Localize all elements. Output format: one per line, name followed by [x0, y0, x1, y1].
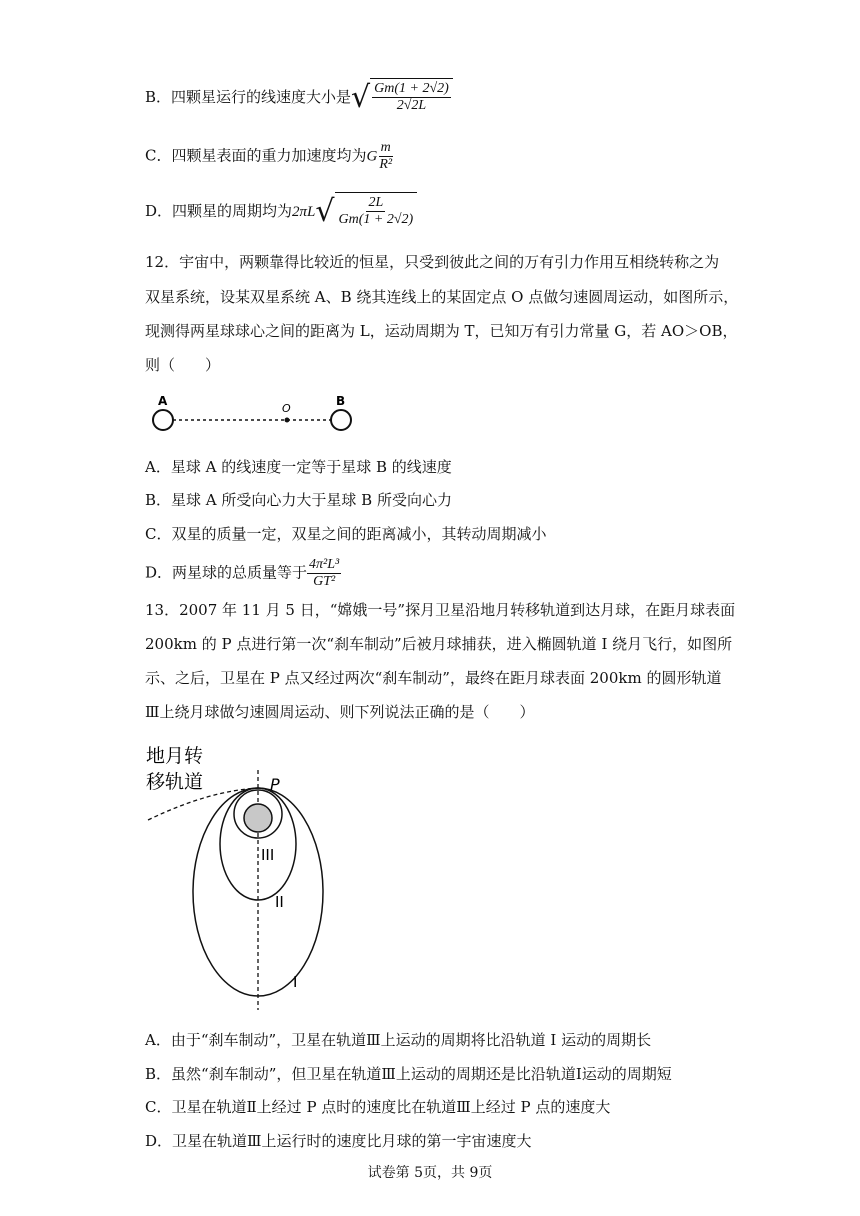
orbit-iii-label: III [261, 846, 275, 864]
q12-option-b: B．星球 A 所受向心力大于星球 B 所受向心力 [145, 491, 452, 509]
point-p-label: P [270, 775, 280, 794]
binary-star-diagram [145, 390, 375, 440]
star-b [331, 410, 351, 430]
q13-option-c: C．卫星在轨道Ⅱ上经过 P 点时的速度比在轨道Ⅲ上经过 P 点的速度大 [145, 1098, 611, 1116]
q13-option-b: B．虽然“刹车制动”，但卫星在轨道Ⅲ上运动的周期还是比沿轨道Ⅰ运动的周期短 [145, 1065, 672, 1083]
transfer-orbit-label-line1: 地月转 [146, 745, 204, 767]
q11-option-c [145, 140, 394, 173]
q13-option-d: D．卫星在轨道Ⅲ上运行时的速度比月球的第一宇宙速度大 [145, 1132, 532, 1150]
q11-option-c-formula [377, 140, 394, 173]
q12-option-d [145, 557, 341, 590]
q12-d-numerator: 4π²L³ [309, 557, 340, 572]
q12-stem-line-4: 则（ ） [145, 356, 221, 374]
q12-d-denominator: GT² [313, 574, 336, 589]
q12-stem-line-3: 现测得两星球球心之间的距离为 L，运动周期为 T，已知万有引力常量 G，若 AO＞OB， [145, 322, 738, 340]
q11-c-coefficient: G [366, 148, 378, 165]
q12-stem-line-2: 双星系统，设某双星系统 A、B 绕其连线上的某固定点 O 点做匀速圆周运动，如图所示， [145, 288, 739, 306]
q11-option-b [145, 78, 453, 118]
q11-d-denominator: Gm(1 + 2√2) [338, 212, 414, 227]
q12-option-a: A．星球 A 的线速度一定等于星球 B 的线速度 [145, 458, 452, 476]
label-o: O [282, 402, 291, 415]
q12-option-c: C．双星的质量一定，双星之间的距离减小，其转动周期减小 [145, 525, 547, 543]
q11-c-numerator: m [380, 140, 391, 155]
lunar-orbit-diagram [140, 740, 340, 1015]
q11-c-denominator: R² [379, 157, 393, 172]
q11-option-d-text: D．四颗星的周期均为 [145, 202, 293, 220]
page-footer: 试卷第 5页，共 9页 [367, 1165, 493, 1181]
q11-b-denominator: 2√2L [396, 98, 427, 113]
q12-option-d-text: D．两星球的总质量等于 [145, 563, 308, 582]
q11-d-coefficient: 2πL [292, 204, 316, 220]
q13-stem-line-2: 200km 的 P 点进行第一次“刹车制动”后被月球捕获，进入椭圆轨道 I 绕月飞行，如图所 [145, 635, 733, 653]
q13-stem-line-1: 13．2007 年 11 月 5 日，“嫦娥一号”探月卫星沿地月转移轨道到达月球，在距月球表面 [145, 601, 736, 619]
transfer-orbit-label-line2: 移轨道 [146, 771, 204, 793]
orbit-ii-label: II [275, 893, 284, 911]
q13-option-a: A．由于“刹车制动”，卫星在轨道Ⅲ上运动的周期将比沿轨道 I 运动的周期长 [145, 1031, 652, 1049]
q11-b-numerator: Gm(1 + 2√2) [374, 81, 449, 96]
label-a: A [158, 394, 168, 408]
center-point-o [285, 418, 290, 423]
star-a [153, 410, 173, 430]
q11-option-d-formula: √ $\frac{2L}{Gm(1 + 2√2)}$ [315, 192, 417, 232]
q13-stem-line-3: 示、之后，卫星在 P 点又经过两次“刹车制动”，最终在距月球表面 200km 的圆形轨道 [145, 669, 722, 687]
moon [244, 804, 272, 832]
orbit-i-label: I [293, 973, 298, 991]
q11-option-b-text: B．四颗星运行的线速度大小是 [145, 88, 352, 106]
q12-stem-line-1: 12．宇宙中，两颗靠得比较近的恒星，只受到彼此之间的万有引力作用互相绕转称之为 [145, 253, 720, 271]
q12-option-d-formula [307, 557, 341, 590]
q11-option-b-formula: √ $\frac{Gm(1 + 2√2)}{2√2L}$ [351, 78, 453, 118]
label-b: B [336, 394, 346, 408]
q11-option-d [145, 192, 417, 232]
q11-d-numerator: 2L [368, 195, 384, 210]
q11-option-c-text: C．四颗星表面的重力加速度均为 [145, 146, 367, 165]
q13-stem-line-4: Ⅲ上绕月球做匀速圆周运动、则下列说法正确的是（ ） [145, 703, 535, 721]
